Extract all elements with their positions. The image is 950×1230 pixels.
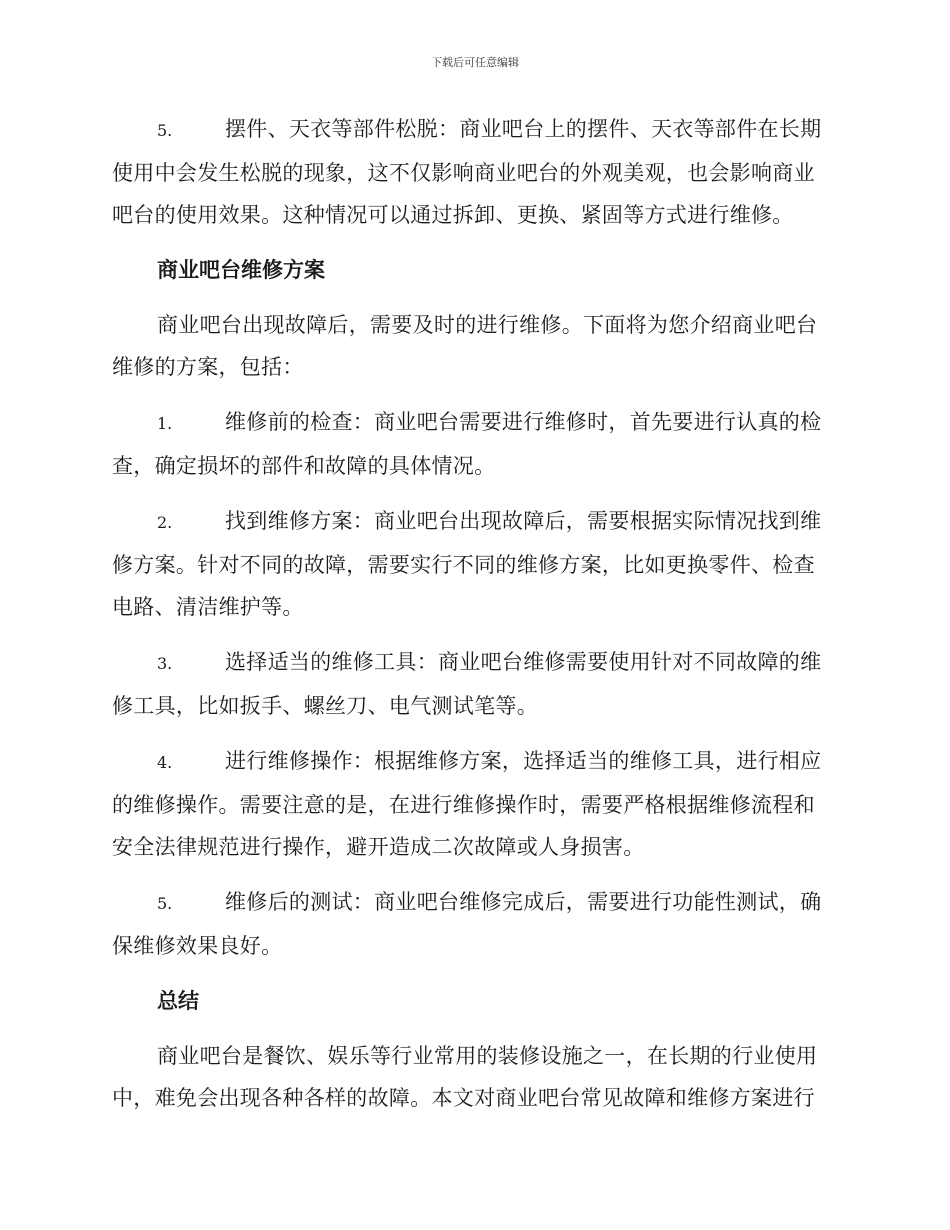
section-heading: 总结 [157,989,199,1013]
list-item [112,881,834,967]
document-body [112,108,834,1132]
section-heading: 商业吧台维修方案 [157,258,325,282]
list-item [112,740,834,868]
list-item-text: 进行维修操作：根据维修方案，选择适当的维修工具，进行相应的维修操作。需要注意的是，在进行维修操作时，需要严格根据维修流程和安全法律规范进行操作，避开造成二次故障或人身损害。 [112,749,822,859]
list-item-text: 摆件、天衣等部件松脱：商业吧台上的摆件、天衣等部件在长期使用中会发生松脱的现象，这不仅影响商业吧台的外观美观，也会影响商业吧台的使用效果。这种情况可以通过拆卸、更换、紧固等方式进行维修。 [112,117,822,227]
list-item [112,401,834,487]
page-header: 下载后可任意编辑 [431,56,519,69]
paragraph: 商业吧台是餐饮、娱乐等行业常用的装修设施之一，在长期的行业使用中，难免会出现各种各样的故障。本文对商业吧台常见故障和维修方案进行 [112,1044,818,1110]
list-item [112,500,834,628]
list-item-number: 3. [157,654,173,673]
list-item-number: 2. [157,513,173,532]
list-item-text: 维修后的测试：商业吧台维修完成后，需要进行功能性测试，确保维修效果良好。 [112,890,822,958]
list-item-number: 5. [157,894,173,913]
list-item-number: 4. [157,753,173,772]
list-item-number: 1. [157,414,173,433]
paragraph: 商业吧台出现故障后，需要及时的进行维修。下面将为您介绍商业吧台维修的方案，包括： [112,313,818,379]
list-item [112,641,834,727]
list-item-text: 维修前的检查：商业吧台需要进行维修时，首先要进行认真的检查，确定损坏的部件和故障的具体情况。 [112,410,822,478]
list-item-text: 找到维修方案：商业吧台出现故障后，需要根据实际情况找到维修方案。针对不同的故障，需要实行不同的维修方案，比如更换零件、检查电路、清洁维护等。 [112,509,822,619]
list-item-text: 选择适当的维修工具：商业吧台维修需要使用针对不同故障的维修工具，比如扳手、螺丝刀、电气测试笔等。 [112,650,822,718]
list-item [112,108,834,236]
list-item-number: 5. [157,121,173,140]
